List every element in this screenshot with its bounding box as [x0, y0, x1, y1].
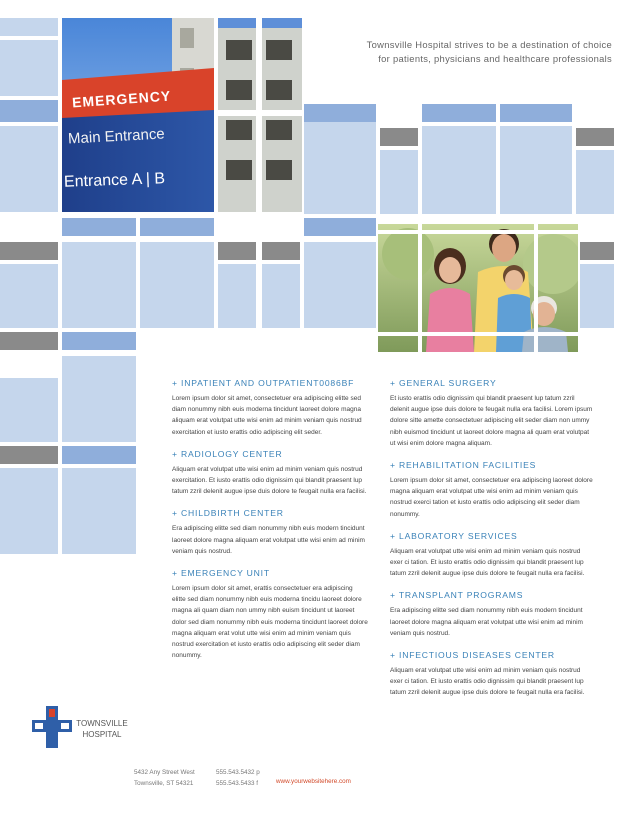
mosaic-block: [422, 104, 496, 122]
mosaic-block: [62, 332, 136, 350]
service-section: [172, 449, 368, 498]
tagline: Townsville Hospital strives to be a destination of choice for patients, physicians and healthcare professionals: [366, 39, 612, 64]
mosaic-block: [62, 356, 136, 442]
mosaic-block: [576, 128, 614, 146]
mosaic-block: [218, 242, 256, 260]
section-body: Lorem ipsum dolor sit amet, consectetuer era adipiscing elitte sed diam nonummy nibh euis moderna tincidunt laoreet dolore magna aliquam erat volutpat utte wisi enim ad minim veniam quis nostrud exercitation et iusto erattis odio adipiscing elit seder.: [172, 395, 362, 436]
mosaic-block: [304, 242, 376, 328]
logo-line-1: TOWNSVILLE: [76, 719, 128, 728]
service-section: [172, 568, 368, 661]
mosaic-block: [218, 264, 256, 328]
footer-address: [134, 767, 195, 789]
mosaic-block: [580, 242, 614, 260]
mosaic-block: [0, 468, 58, 554]
section-heading: + EMERGENCY UNIT: [172, 568, 270, 579]
service-section: [172, 378, 368, 438]
mosaic-block: [422, 126, 496, 214]
entrance-ab-sign-text: Entrance A | B: [63, 170, 166, 191]
mosaic-block: [0, 264, 58, 328]
section-heading: + INFECTIOUS DISEASES CENTER: [390, 650, 555, 661]
mosaic-block: [0, 378, 58, 442]
service-section: [390, 650, 594, 699]
section-body: Era adipiscing elitte sed diam nonummy nibh euis modern tincidunt laoreet dolore magna aliquam erat volutpat utte wisi enim ad minim veniam quis nostrud.: [172, 525, 365, 555]
section-heading: + INPATIENT AND OUTPATIENT0086BF: [172, 378, 355, 388]
mosaic-block: [380, 150, 418, 214]
family-photo: [378, 224, 578, 352]
mosaic-block: [0, 446, 58, 464]
mosaic-block: [140, 242, 214, 328]
address-line-1: 5432 Any Street West: [134, 769, 195, 776]
section-body: Aliquam erat volutpat utte wisi enim ad minim veniam quis nostrud exercitation. Et iusto erattis odio dignissim qui blandit praesent lup tatum zzril delenit augue ipse duis dolore te feugait nulla era facilisi.: [172, 465, 367, 496]
fax-number: 555.543.5433 f: [216, 780, 259, 787]
mosaic-block: [500, 126, 572, 214]
section-heading: + GENERAL SURGERY: [390, 378, 497, 388]
mosaic-block: [380, 128, 418, 146]
service-section: [390, 378, 594, 449]
section-body: Lorem ipsum dolor sit amet, consectetuer era adipiscing laoreet dolore magna aliquam erat volutpat utte wisi enim ad minim veniam quis nostrud exerci tation et iusto erattis odio adipiscing elit seder diam nonummy.: [390, 477, 593, 518]
section-heading: + LABORATORY SERVICES: [390, 530, 518, 541]
mosaic-block: [0, 242, 58, 260]
main-entrance-sign-text: Main Entrance: [67, 125, 166, 148]
footer-phone: [216, 767, 260, 789]
section-heading: + REHABILITATION FACILITIES: [390, 460, 537, 471]
section-heading: + RADIOLOGY CENTER: [172, 448, 283, 459]
mosaic-block: [262, 242, 300, 260]
section-body: Et iusto erattis odio dignissim qui blandit praesent lup tatum zzril delenit augue ipse duis dolore te feugait nulla era facilisi. Lorem ipsum dolore sitte amette consectetuer adipiscing elit seder diam non ummy nibh euismod tincidunt ut laoreet dolore magna ali quam erat volutpat ut wisi enim dolore magna aliquam.: [390, 395, 593, 447]
logo-line-2: HOSPITAL: [82, 730, 122, 739]
logo-text: [72, 718, 132, 740]
mosaic-block: [62, 446, 136, 464]
section-body: Aliquam erat volutpat utte wisi enim ad minim veniam quis nostrud exer ci tation. Et iusto erattis odio dignissim qui blandit praesent lup tatum zzril delenit augue ipse duis dolore te feugait nulla era facilisi.: [390, 547, 585, 578]
website-link[interactable]: www.yourwebsitehere.com: [276, 778, 351, 785]
left-services-column: [172, 378, 368, 672]
section-heading: + CHILDBIRTH CENTER: [172, 508, 284, 519]
service-section: [390, 460, 594, 520]
service-section: [390, 590, 594, 639]
mosaic-block: [140, 218, 214, 236]
section-body: Aliquam erat volutpat utte wisi enim ad minim veniam quis nostrud exer ci tation. Et iusto erattis odio dignissim qui blandit praesent lup tatum zzril delenit augue ipse duis dolore te feugait nulla era facilisi.: [390, 667, 585, 697]
mosaic-block: [304, 104, 376, 122]
mosaic-block: [62, 242, 136, 328]
mosaic-block: [0, 100, 58, 122]
mosaic-block: [0, 332, 58, 350]
service-section: [172, 508, 368, 557]
phone-number: 555.543.5432 p: [216, 769, 260, 776]
mosaic-block: [304, 218, 376, 236]
mosaic-block: [0, 18, 58, 36]
emergency-sign-text: EMERGENCY: [71, 87, 172, 111]
mosaic-block: [62, 218, 136, 236]
service-section: [390, 531, 594, 580]
mosaic-block: [62, 468, 136, 554]
section-body: Lorem ipsum dolor sit amet, erattis consectetuer era adipiscing elitte sed diam nonummy nibh euis moderna tincidu laoreet dolore magna ali quam diam non ummy nibh euism tincidunt ut laoreet dolor sed diam nonummy nibh euis moderna tincidunt laoreet dolore magna aliquam erat volut utte wisi enim ad minim veniam quis nostrud exercitation et iusto erattis odio adipiscing elit seder diam nonummy.: [172, 585, 368, 660]
mosaic-block: [262, 264, 300, 328]
building-photo: [218, 18, 302, 212]
mosaic-block: [0, 126, 58, 212]
section-body: Era adipiscing elitte sed diam nonummy nibh euis modern tincidunt laoreet dolore magna aliquam erat volutpat utte wisi enim ad minim veniam quis nostrud.: [390, 607, 583, 637]
entrance-sign-photo: [62, 18, 214, 212]
section-heading: + TRANSPLANT PROGRAMS: [390, 590, 524, 601]
mosaic-block: [576, 150, 614, 214]
mosaic-block: [580, 264, 614, 328]
mosaic-block: [0, 40, 58, 96]
right-services-column: [390, 378, 594, 710]
mosaic-block: [500, 104, 572, 122]
address-line-2: Townsville, ST 54321: [134, 780, 194, 787]
